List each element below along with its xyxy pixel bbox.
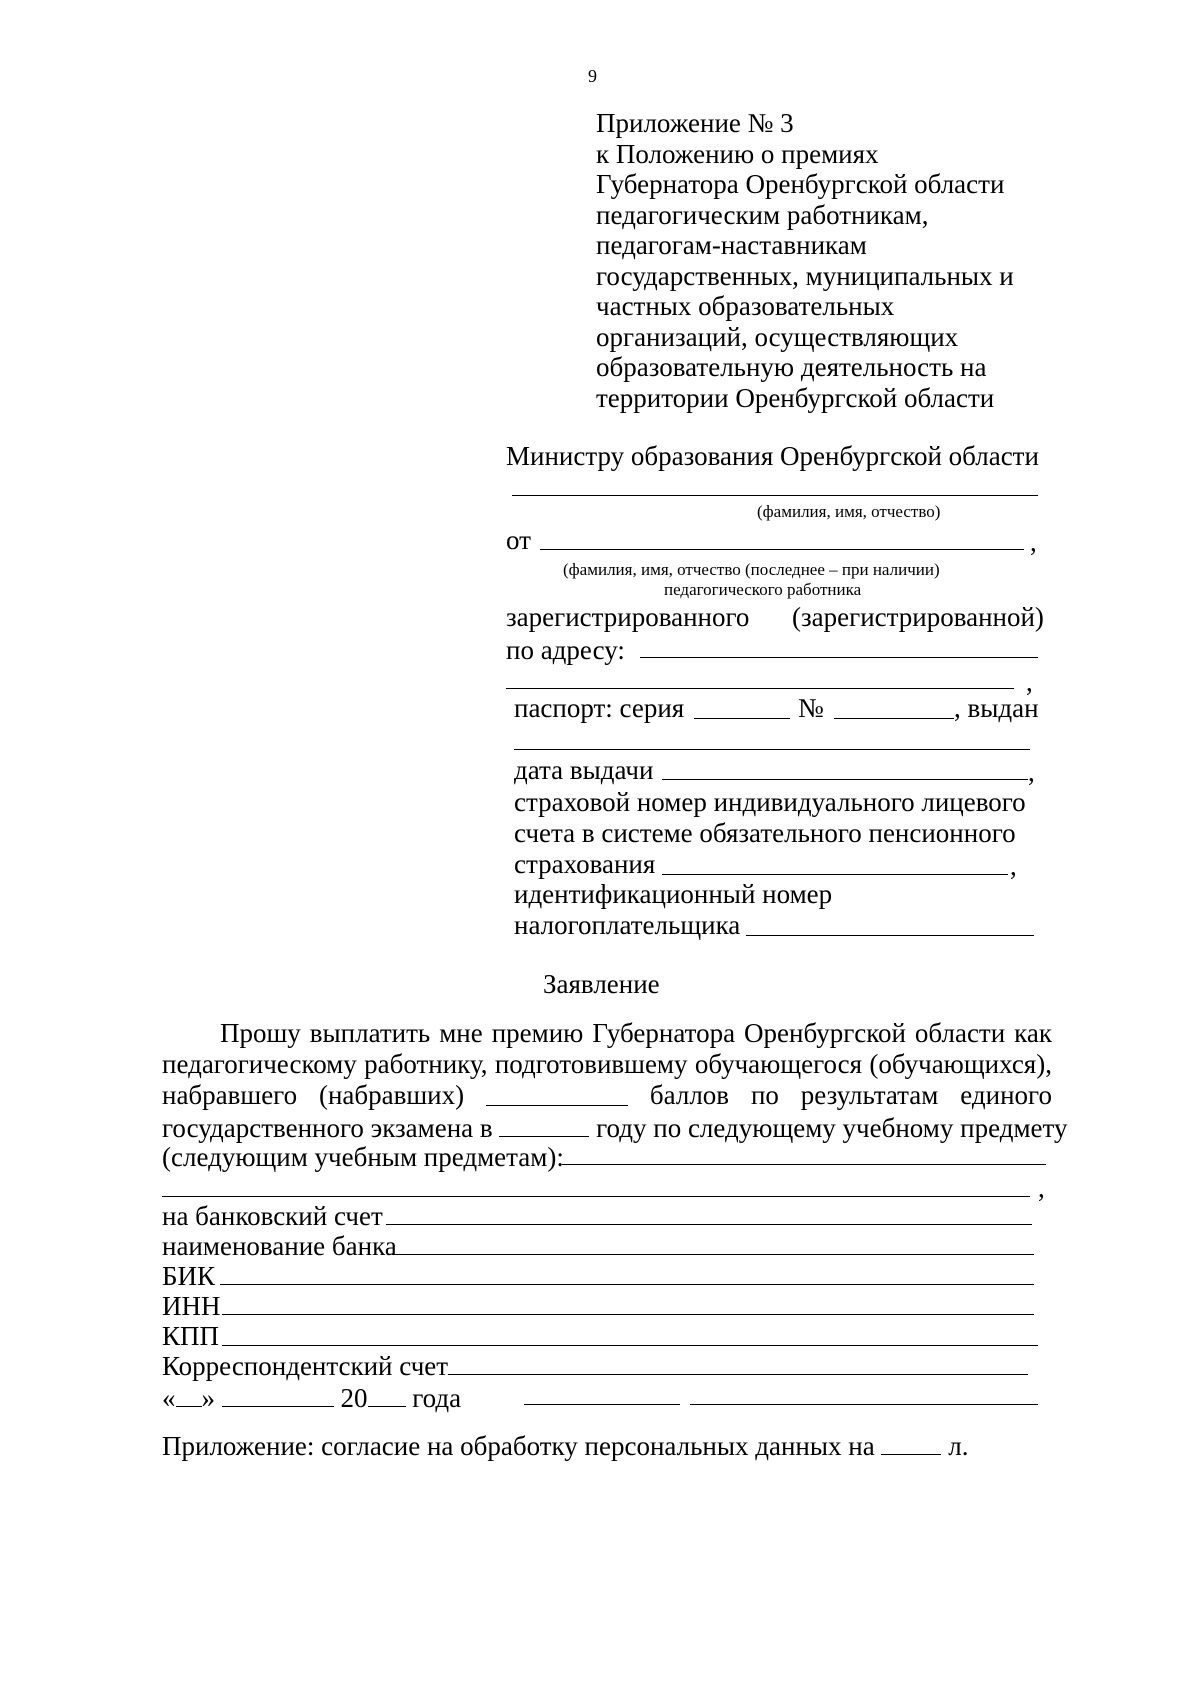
passport-issuer-line[interactable]	[514, 749, 1030, 750]
snils-line-2: счета в системе обязательного пенсионного	[514, 818, 1016, 848]
address-line-1[interactable]	[640, 657, 1038, 658]
statement-word: Оренбургской	[744, 1018, 906, 1048]
passport-series-line[interactable]	[694, 718, 790, 719]
addressee-fio-line[interactable]	[512, 495, 1038, 496]
statement-title: Заявление	[543, 969, 660, 999]
inn-line[interactable]	[746, 935, 1034, 936]
issue-date-line[interactable]	[662, 779, 1028, 780]
registered-label-alt: (зарегистрированной)	[792, 602, 1044, 632]
date-close-quote: »	[201, 1383, 215, 1413]
address-label: по адресу:	[506, 635, 625, 665]
bank-account-line[interactable]	[386, 1224, 1032, 1225]
issue-date-label: дата выдачи	[514, 755, 654, 785]
address-line-2[interactable]	[506, 688, 1014, 689]
bank-name-label: наименование банка	[162, 1231, 397, 1261]
attachment-pages-field[interactable]	[881, 1428, 941, 1455]
appendix-header-line: частных образовательных	[596, 291, 895, 321]
statement-line-1	[220, 1017, 1052, 1050]
statement-word: набравшего	[162, 1080, 298, 1110]
corr-account-label: Корреспондентский счет	[162, 1351, 449, 1381]
statement-exam-label: государственного экзамена в	[162, 1113, 493, 1143]
attachment-row	[162, 1428, 968, 1463]
statement-word: Губернатора	[592, 1018, 736, 1048]
inn-label-1: идентификационный номер	[514, 879, 833, 909]
score-field[interactable]	[486, 1079, 628, 1106]
appendix-header-line: организаций, осуществляющих	[596, 321, 959, 352]
date-day-field[interactable]	[176, 1380, 202, 1407]
subjects-line-1[interactable]	[562, 1164, 1046, 1165]
statement-word: области	[914, 1018, 1006, 1048]
snils-comma: ,	[1010, 851, 1017, 881]
subjects-line-2[interactable]	[162, 1196, 1030, 1197]
appendix-header-line: территории Оренбургской области	[596, 382, 995, 413]
appendix-header-line: Приложение № 3	[596, 108, 794, 138]
date-open-quote: «	[162, 1383, 176, 1413]
kpp-label: КПП	[162, 1321, 220, 1351]
date-month-field[interactable]	[222, 1380, 334, 1407]
subjects-comma: ,	[1038, 1173, 1045, 1203]
statement-word: результатам	[800, 1080, 939, 1110]
passport-number-sign: №	[798, 693, 824, 723]
kpp-line[interactable]	[222, 1345, 1038, 1346]
exam-year-field[interactable]	[499, 1110, 589, 1137]
bank-account-label: на банковский счет	[162, 1201, 383, 1231]
signature-line[interactable]	[524, 1404, 680, 1405]
passport-number-line[interactable]	[834, 718, 954, 719]
from-comma: ,	[1030, 527, 1037, 557]
attachment-unit: л.	[948, 1431, 969, 1461]
inn-label-2: налогоплательщика	[514, 910, 741, 940]
statement-word: обучающегося	[694, 1049, 863, 1079]
addressee-to: Министру образования Оренбургской области	[506, 441, 1039, 471]
appendix-header-line: государственных, муниципальных и	[596, 260, 1014, 291]
statement-word: подготовившему	[494, 1049, 688, 1079]
statement-word: выплатить	[309, 1018, 431, 1048]
bik-line[interactable]	[220, 1284, 1034, 1285]
statement-word: (обучающихся),	[869, 1049, 1052, 1079]
appendix-header-line: образовательную деятельность на	[596, 352, 987, 382]
appendix-header-line: Губернатора Оренбургской области	[596, 169, 1005, 199]
passport-label: паспорт: серия	[514, 693, 685, 723]
appendix-header-line: к Положению о премиях	[596, 138, 879, 169]
inn-bank-label: ИНН	[162, 1291, 221, 1321]
statement-subjects-label: (следующим учебным предметам):	[162, 1142, 564, 1172]
statement-word: по	[750, 1080, 779, 1110]
statement-word: педагогическому	[162, 1049, 357, 1079]
appendix-header-line: педагогическим работникам,	[596, 199, 929, 230]
statement-line-2	[162, 1048, 1052, 1081]
statement-word: мне	[439, 1018, 483, 1048]
date-row	[162, 1380, 461, 1415]
appendix-header	[596, 108, 1014, 413]
issue-date-comma: ,	[1028, 757, 1035, 787]
address-comma: ,	[1026, 667, 1033, 697]
date-year-prefix: 20	[340, 1383, 368, 1413]
statement-line-4	[162, 1110, 1067, 1145]
teacher-caption-1: (фамилия, имя, отчество (последнее – при наличии)	[563, 560, 940, 579]
statement-subject-label: году по следующему учебному предмету	[596, 1113, 1068, 1143]
statement-word: как	[1014, 1018, 1052, 1048]
statement-word: баллов	[649, 1080, 730, 1110]
date-year-field[interactable]	[368, 1380, 406, 1407]
bank-name-line[interactable]	[392, 1254, 1034, 1255]
snils-line[interactable]	[662, 874, 1008, 875]
appendix-header-line: педагогам-наставникам	[596, 230, 867, 260]
teacher-name-line[interactable]	[540, 549, 1024, 550]
bik-label: БИК	[162, 1261, 216, 1291]
from-label: от	[506, 525, 531, 555]
passport-issued-label: , выдан	[954, 693, 1039, 723]
statement-word: работнику,	[364, 1049, 488, 1079]
registered-label: зарегистрированного	[506, 602, 750, 632]
fio-caption: (фамилия, имя, отчество)	[757, 502, 941, 521]
page-number: 9	[588, 66, 597, 86]
teacher-caption-2: педагогического работника	[664, 580, 862, 599]
snils-line-1: страховой номер индивидуального лицевого	[514, 787, 1026, 817]
inn-bank-line[interactable]	[222, 1314, 1034, 1315]
snils-line-3: страхования	[514, 849, 656, 879]
date-year-word: года	[412, 1383, 462, 1413]
corr-account-line[interactable]	[448, 1374, 1028, 1375]
statement-word: премию	[491, 1018, 584, 1048]
statement-line-3	[162, 1079, 1052, 1112]
signature-name-line[interactable]	[690, 1404, 1038, 1405]
statement-word: единого	[960, 1080, 1052, 1110]
statement-word: Прошу	[220, 1018, 301, 1048]
statement-word: (набравших)	[318, 1080, 465, 1110]
attachment-label: Приложение: согласие на обработку персональных данных на	[162, 1431, 875, 1461]
